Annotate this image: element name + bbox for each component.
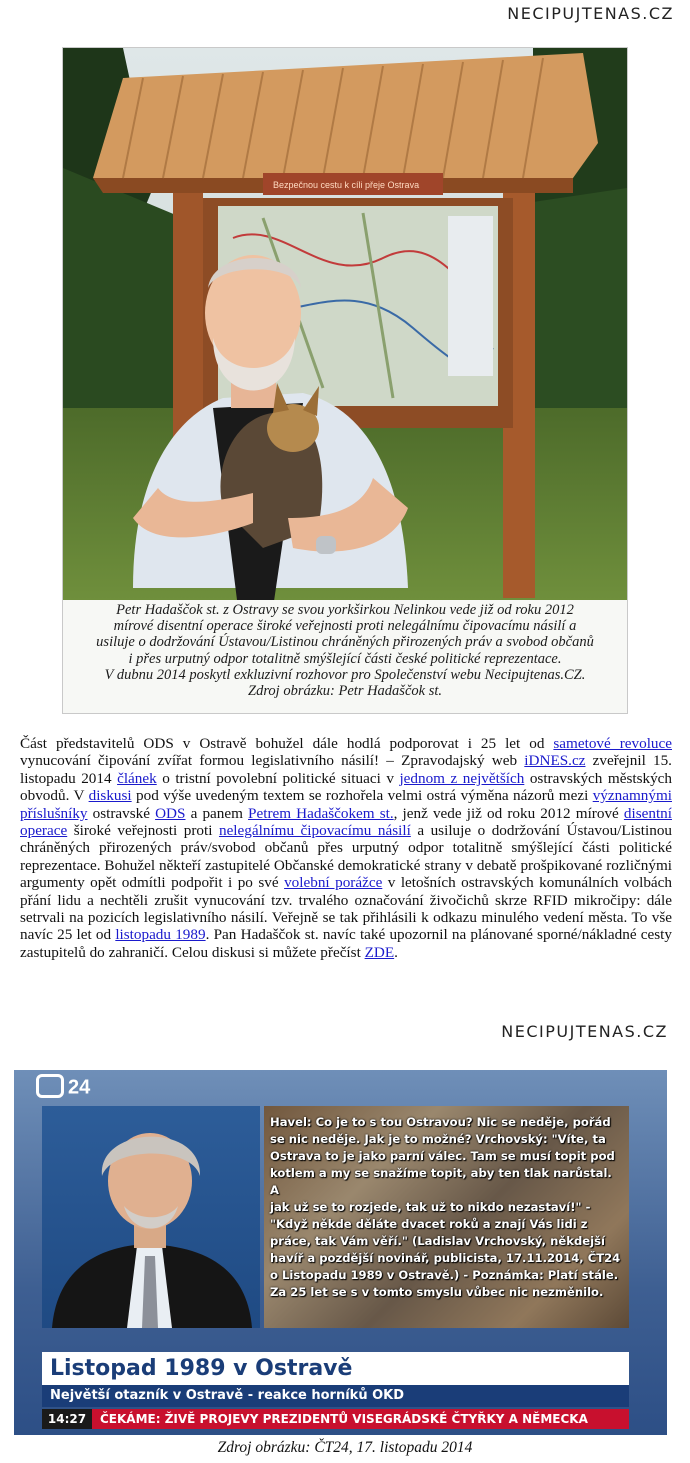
link-sametova-revoluce[interactable]: sametové revoluce	[553, 735, 672, 752]
text: Část představitelů ODS v Ostravě bohužel dále hodlá podporovat i 25 let od	[20, 735, 554, 752]
link-listopadu-1989[interactable]: listopadu 1989	[115, 926, 206, 944]
quote-line: práce, tak Vám věří." (Ladislav Vrchovský, někdejší	[270, 1234, 605, 1248]
caption-line: V dubnu 2014 poskytl exkluzivní rozhovor pro Společenství webu Necipujtenas.CZ.	[104, 666, 586, 683]
text: , jenž vede již od roku 2012 mírové	[393, 804, 624, 822]
photo-man-with-dog	[62, 47, 628, 714]
quote-line: Havel: Co je to s tou Ostravou? Nic se neděje, pořád	[270, 1115, 611, 1129]
tv-time: 14:27	[42, 1409, 92, 1429]
photo-scene	[63, 48, 627, 600]
tv-banner-title: Listopad 1989 v Ostravě	[42, 1352, 629, 1385]
photo2-caption: Zdroj obrázku: ČT24, 17. listopadu 2014	[217, 1439, 473, 1456]
quote-line: se nic neděje. Jak je to možné? Vrchovský: "Víte, ta	[270, 1132, 606, 1146]
caption-line: usiluje o dodržování Ústavou/Listinou chráněných přirozených práv a svobod občanů	[96, 634, 594, 651]
text: ostravských městských obvodů. V	[20, 769, 673, 805]
speaker-portrait	[42, 1106, 260, 1328]
text: široké veřejnosti proti	[67, 822, 219, 840]
quote-line: Za 25 let se s v tomto smyslu vůbec nic nezměnilo.	[270, 1285, 604, 1299]
link-volebni-porazce[interactable]: volební porážce	[284, 874, 383, 892]
article-body	[20, 735, 672, 961]
photo-caption	[63, 600, 627, 714]
caption-line: Petr Hadaščok st. z Ostravy se svou yorkširkou Nelinkou vede již od roku 2012	[116, 602, 574, 618]
caption-line: i přes urputný odpor totalitně smýšlející části české politické reprezentace.	[128, 650, 562, 667]
text: a panem	[185, 804, 249, 822]
speaker-image	[42, 1106, 260, 1328]
quote-overlay	[270, 1114, 622, 1301]
text: ostravské	[87, 804, 156, 822]
text: pod výše uvedeným textem se rozhořela velmi ostrá výměna názorů mezi	[131, 787, 593, 805]
caption-source: Zdroj obrázku: Petr Hadaščok st.	[248, 683, 442, 700]
link-ods[interactable]: ODS	[155, 804, 186, 822]
text: vynucování čipování zvířat formou legislativního násilí! – Zpravodajský web	[20, 752, 525, 770]
link-petr-hadascok[interactable]: Petrem Hadaščokem st.	[248, 804, 394, 822]
quote-line: havíř a pozdější novinář, publicista, 17.11.2014, ČT24	[270, 1251, 621, 1265]
link-diskusi[interactable]: diskusi	[88, 787, 132, 805]
link-disentni-operace[interactable]: disentní operace	[20, 804, 672, 840]
link-prislusniky[interactable]: příslušníky	[20, 804, 88, 822]
link-clanek[interactable]: článek	[117, 769, 157, 787]
link-vyznamnymi[interactable]: významnými	[592, 787, 672, 805]
ct-logo-icon	[36, 1074, 64, 1098]
quote-line: kotlem a my se snažíme topit, aby ten tlak narůstal. A	[270, 1166, 612, 1197]
link-zde[interactable]: ZDE	[364, 943, 395, 961]
site-brand-top: NECIPUJTENAS.CZ	[507, 4, 674, 23]
link-nelegalni-cipovaci-nasili[interactable]: nelegálnímu čipovacímu násilí	[218, 822, 411, 840]
tv-banner-subtitle: Největší otazník v Ostravě - reakce horníků OKD	[42, 1385, 629, 1407]
quote-line: "Když někde děláte dvacet roků a znají Vás lidi z	[270, 1217, 588, 1231]
text: .	[394, 943, 398, 961]
sign-text: Bezpečnou cestu k cíli přeje Ostrava	[273, 180, 420, 190]
link-idnes[interactable]: iDNES.cz	[524, 752, 586, 770]
quote-line: o Listopadu 1989 v Ostravě.) - Poznámka: Platí stále.	[270, 1268, 619, 1282]
text: o tristní povolební politické situaci v	[156, 769, 400, 787]
quote-line: jak už se to rozjede, tak už to nikdo nezastaví!" -	[270, 1200, 591, 1214]
tv-ticker: ČEKÁME: ŽIVĚ PROJEVY PREZIDENTŮ VISEGRÁDSKÉ ČTYŘKY A NĚMECKA	[92, 1409, 629, 1429]
quote-line: Ostrava to je jako parní válec. Tam se musí topit pod	[270, 1149, 615, 1163]
text: a usiluje o dodržování Ústavou/Listinou chráněných přirozených práv/svobod občanů přes urputný odpor totalitně smýšlející části politické reprezentace. Bohužel někteří zastupitelé Občanské demokratické strany v debatě prošpikované rozličnými argumenty opět odmítli podpořit i po své	[20, 822, 673, 892]
caption-line: mírové disentní operace široké veřejnosti proti nelegálnímu čipovacímu násilí a	[113, 618, 577, 635]
crowd-image	[264, 1106, 629, 1328]
channel-number: 24	[68, 1076, 91, 1099]
text: v letošních ostravských komunálních volbách přání lidu a nechtěli zrušit vynucování tzv. trvalého označování živočichů skrze RFID mikročipy: dále setrvali na pozicích legislativního násilí. Veřejně se tak přihlásili k odkazu minulého vedení města. To vše navíc 25 let od	[20, 874, 672, 944]
site-brand-mid: NECIPUJTENAS.CZ	[501, 1022, 668, 1041]
text: zveřejnil 15. listopadu 2014	[20, 752, 672, 787]
ct24-logo	[36, 1076, 90, 1100]
link-jednom-z-nejvetsich[interactable]: jednom z největších	[399, 769, 525, 787]
text: . Pan Hadaščok st. navíc také upozornil na plánované sporné/nákladné cesty zastupitelů do zahraničí. Celou diskusi si můžete přečíst	[20, 926, 672, 961]
tv-screenshot	[14, 1070, 667, 1435]
